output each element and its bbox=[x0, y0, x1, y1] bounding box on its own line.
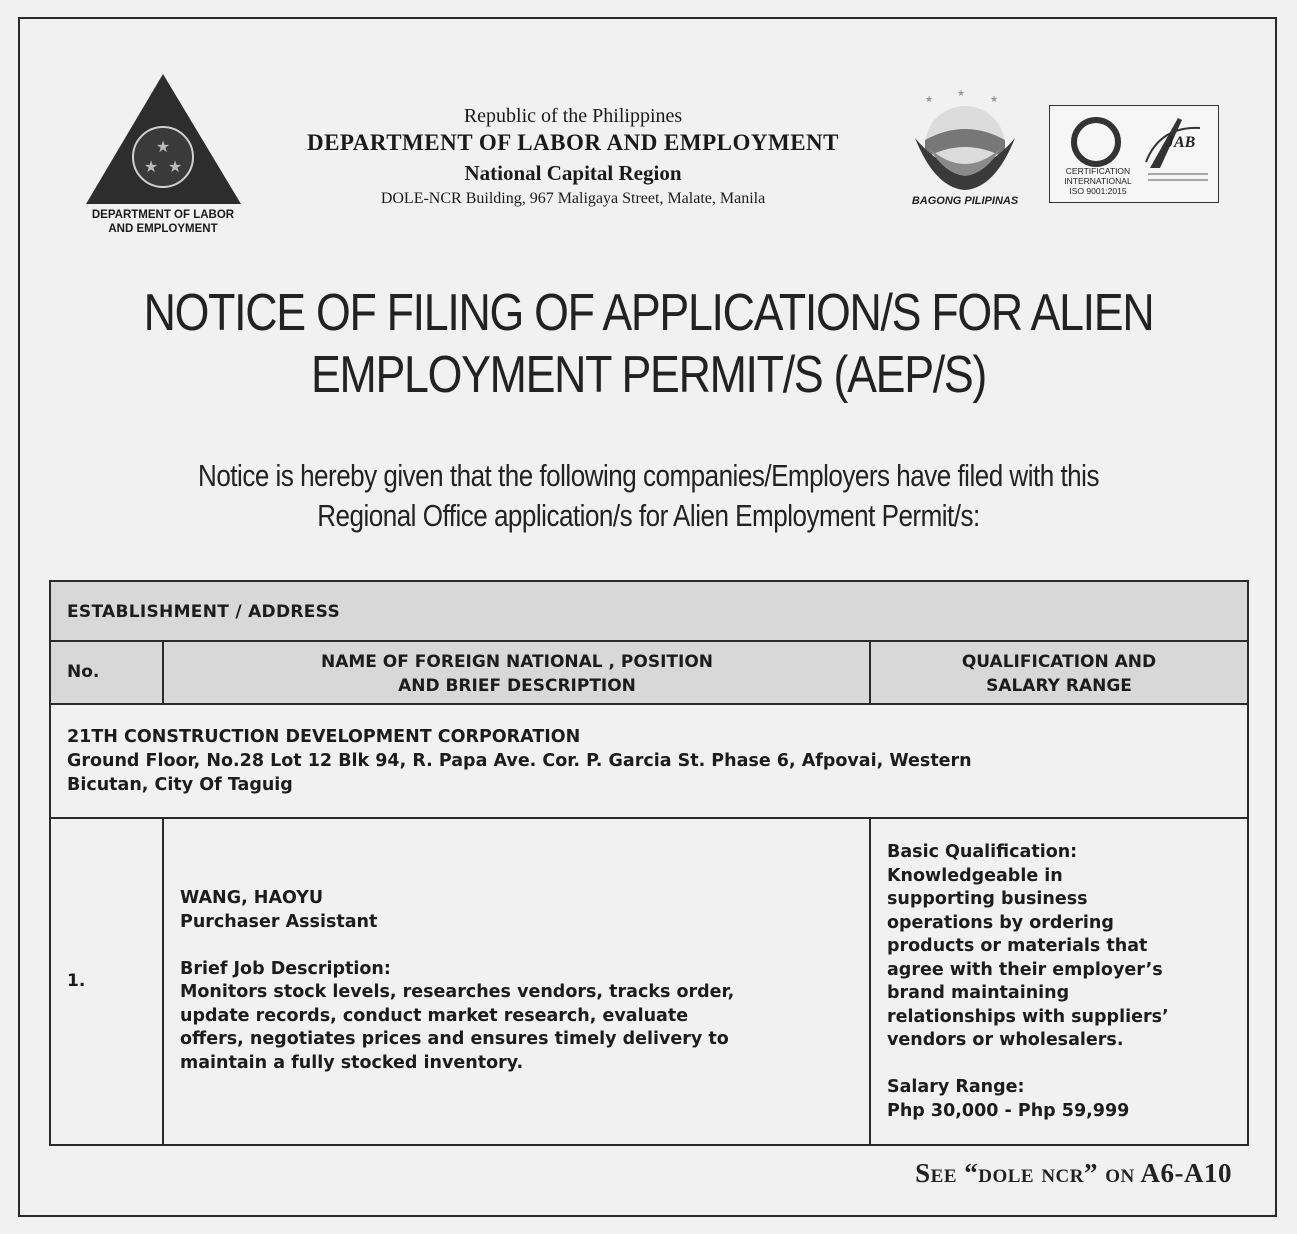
job-description-label: Brief Job Description: bbox=[180, 958, 391, 979]
svg-text:★: ★ bbox=[143, 159, 159, 176]
job-description-line: maintain a fully stocked inventory. bbox=[180, 1052, 524, 1073]
company-row bbox=[51, 705, 1247, 819]
republic-line: Republic of the Philippines bbox=[463, 105, 683, 127]
office-address: DOLE-NCR Building, 967 Maligaya Street, Malate, Manila bbox=[380, 190, 766, 207]
qualification-line: products or materials that bbox=[887, 936, 1148, 956]
dole-logo bbox=[78, 72, 248, 242]
see-also-reference: See “dole ncr” on A6-A10 bbox=[915, 1158, 1232, 1188]
job-description-line: update records, conduct market research, evaluate bbox=[180, 1005, 689, 1026]
bagong-pilipinas-caption: BAGONG PILIPINAS bbox=[911, 195, 1019, 207]
position: Purchaser Assistant bbox=[180, 911, 378, 932]
establishment-header-row bbox=[51, 582, 1247, 642]
company-name: 21TH CONSTRUCTION DEVELOPMENT CORPORATION bbox=[67, 727, 581, 747]
entry-foreign-national bbox=[180, 887, 860, 1075]
qualification-line: supporting business bbox=[887, 889, 1088, 909]
svg-text:★: ★ bbox=[990, 94, 999, 104]
letterhead bbox=[258, 104, 888, 210]
salary-range: Php 30,000 - Php 59,999 bbox=[887, 1100, 1130, 1121]
department-name: DEPARTMENT OF LABOR AND EMPLOYMENT bbox=[306, 130, 839, 155]
entry-number: 1. bbox=[67, 971, 86, 991]
column-divider bbox=[869, 642, 871, 705]
qualification-line: vendors or wholesalers. bbox=[887, 1030, 1124, 1050]
qualification-line: agree with their employer’s bbox=[887, 959, 1163, 980]
cert-text: CERTIFICATION INTERNATIONAL ISO 9001:2015 bbox=[1064, 166, 1132, 196]
iso-certification-badge bbox=[1049, 105, 1219, 203]
company-address-line: Bicutan, City Of Taguig bbox=[67, 775, 293, 795]
qualification-line: relationships with suppliers’ bbox=[887, 1006, 1169, 1027]
job-description-line: Monitors stock levels, researches vendors, tracks order, bbox=[180, 982, 735, 1002]
notice-intro: Notice is hereby given that the following companies/Employers have filed with this Regional Office application/s for Alien Employment Permit/s: bbox=[198, 458, 1099, 533]
column-divider bbox=[869, 819, 871, 1144]
col-no-header: No. bbox=[67, 662, 100, 682]
entry-row bbox=[51, 819, 1247, 1144]
col-qualification-header: QUALIFICATION AND SALARY RANGE bbox=[961, 652, 1157, 696]
svg-text:★: ★ bbox=[167, 159, 183, 176]
column-divider bbox=[162, 819, 164, 1144]
national-name: WANG, HAOYU bbox=[180, 888, 324, 908]
jab-mark: JAB bbox=[1166, 134, 1196, 151]
svg-text:★: ★ bbox=[155, 139, 171, 156]
establishment-header: ESTABLISHMENT / ADDRESS bbox=[67, 602, 340, 622]
svg-text:★: ★ bbox=[957, 88, 966, 98]
qualification-line: operations by ordering bbox=[887, 912, 1114, 933]
svg-text:★: ★ bbox=[925, 94, 934, 104]
qualification-line: brand maintaining bbox=[887, 983, 1070, 1003]
dole-logo-caption: DEPARTMENT OF LABOR AND EMPLOYMENT bbox=[91, 209, 235, 235]
company-address-line: Ground Floor, No.28 Lot 12 Blk 94, R. Papa Ave. Cor. P. Garcia St. Phase 6, Afpovai, Western bbox=[67, 751, 972, 771]
entry-qualification bbox=[887, 841, 1242, 1123]
region-name: National Capital Region bbox=[464, 161, 682, 185]
bagong-pilipinas-logo bbox=[895, 88, 1035, 218]
col-name-header: NAME OF FOREIGN NATIONAL , POSITION AND BRIEF DESCRIPTION bbox=[320, 652, 714, 696]
salary-label: Salary Range: bbox=[887, 1077, 1025, 1097]
job-description-line: offers, negotiates prices and ensures timely delivery to bbox=[180, 1029, 729, 1049]
qualification-label: Basic Qualification: bbox=[887, 842, 1078, 862]
column-divider bbox=[162, 642, 164, 705]
column-header-row bbox=[51, 642, 1247, 705]
qualification-line: Knowledgeable in bbox=[887, 865, 1063, 886]
aep-table bbox=[49, 580, 1249, 1146]
notice-title: NOTICE OF FILING OF APPLICATION/S FOR ALIEN EMPLOYMENT PERMIT/S (AEP/S) bbox=[143, 284, 1154, 404]
